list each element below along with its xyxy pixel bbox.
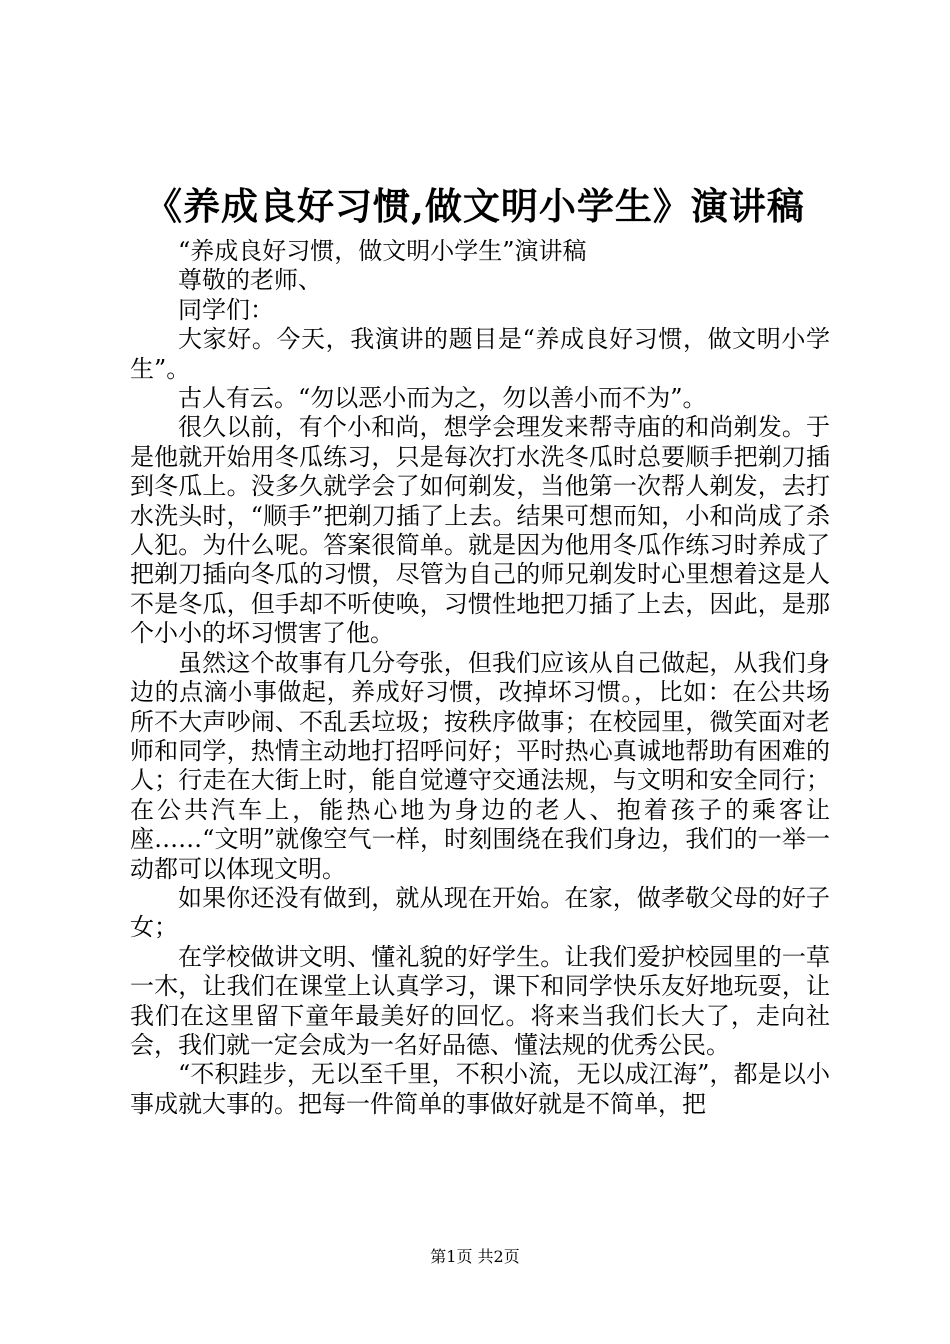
document-title: 《养成良好习惯,做文明小学生》演讲稿 [145, 184, 805, 228]
paragraph-subtitle: “养成良好习惯，做文明小学生”演讲稿 [178, 237, 587, 265]
paragraph-examples: 虽然这个故事有几分夸张，但我们应该从自己做起，从我们身边的点滴小事做起，养成好习惯，改掉坏习惯。，比如：在公共场所不大声吵闹、不乱丢垃圾；按秩序做事；在校园里，微笑面对老师和同学，热情主动地打招呼问好；平时热心真诚地帮助有困难的人；行走在大街上时，能自觉遵守交通法规，与文明和安全同行；在公共汽车上，能热心地为身边的老人、抱着孩子的乘客让座……“文明”就像空气一样，时刻围绕在我们身边，我们的一举一动都可以体现文明。 [130, 648, 830, 883]
paragraph-greeting: 大家好。今天，我演讲的题目是“养成良好习惯，做文明小学生”。 [130, 325, 830, 383]
paragraph-closing: “不积跬步，无以至千里，不积小流，无以成江海”，都是以小事成就大事的。把每一件简单的事做好就是不简单，把 [130, 1060, 830, 1118]
paragraph-home: 如果你还没有做到，就从现在开始。在家，做孝敬父母的好子女； [130, 883, 830, 942]
page-number-footer: 第1页 共2页 [430, 1247, 520, 1266]
paragraph-proverb: 古人有云。“勿以恶小而为之，勿以善小而不为”。 [178, 384, 707, 413]
paragraph-school: 在学校做讲文明、懂礼貌的好学生。让我们爱护校园里的一草一木，让我们在课堂上认真学习，课下和同学快乐友好地玩耍，让我们在这里留下童年最美好的回忆。将来当我们长大了，走向社会，我们就一定会成为一名好品德、懂法规的优秀公民。 [130, 942, 830, 1059]
paragraph-story: 很久以前，有个小和尚，想学会理发来帮寺庙的和尚剃发。于是他就开始用冬瓜练习，只是每次打水洗冬瓜时总要顺手把剃刀插到冬瓜上。没多久就学会了如何剃发，当他第一次帮人剃发，去打水洗头时，“顺手”把剃刀插了上去。结果可想而知，小和尚成了杀人犯。为什么呢。答案很简单。就是因为他用冬瓜作练习时养成了把剃刀插向冬瓜的习惯，尽管为自己的师兄剃发时心里想着这是人不是冬瓜，但手却不听使唤，习惯性地把刀插了上去，因此，是那个小小的坏习惯害了他。 [130, 413, 830, 648]
document-body [130, 237, 830, 1119]
paragraph-salutation-students: 同学们： [178, 295, 274, 324]
paragraph-salutation-teachers: 尊敬的老师、 [178, 266, 322, 295]
